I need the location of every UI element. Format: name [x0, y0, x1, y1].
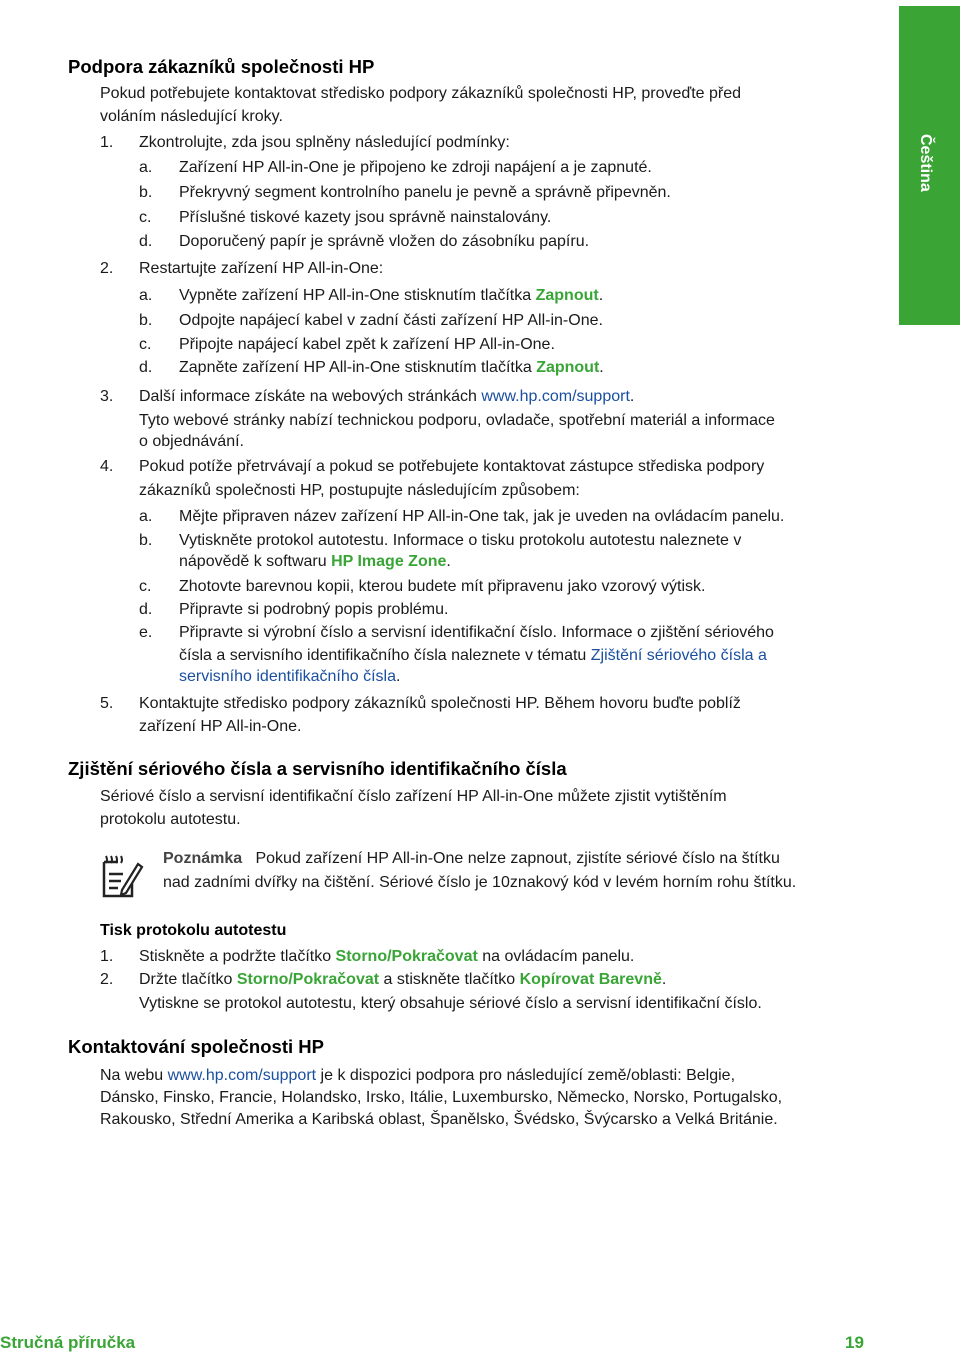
intro-line-1: Pokud potřebujete kontaktovat středisko podpory zákazníků společnosti HP, proveďte před: [100, 85, 742, 102]
text: .: [661, 971, 667, 988]
cancel-resume-button-name: Storno/Pokračovat: [335, 948, 478, 965]
footer-title: Stručná příručka: [0, 1333, 136, 1352]
step-number: 2.: [100, 260, 114, 277]
selftest-step-2-body: Vytiskne se protokol autotestu, který obsahuje sériové číslo a servisní identifikační číslo.: [139, 995, 762, 1012]
language-tab-label: Čeština: [917, 134, 934, 192]
step1-item-d: Doporučený papír je správně vložen do zásobníku papíru.: [179, 233, 590, 250]
step4-item-a: Mějte připraven název zařízení HP All-in-One tak, jak je uveden na ovládacím panelu.: [179, 508, 785, 525]
step1-item-b: Překryvný segment kontrolního panelu je pevně a správně připevněn.: [179, 184, 671, 201]
step1-text: Zkontrolujte, zda jsou splněny následující podmínky:: [139, 134, 510, 151]
step1-item-a: Zařízení HP All-in-One je připojeno ke zdroji napájení a je zapnuté.: [179, 159, 652, 176]
text: Pokud zařízení HP All-in-One nelze zapnout, zjistíte sériové číslo na štítku: [255, 850, 780, 867]
list-letter: c.: [139, 336, 152, 353]
step2-item-a: [179, 285, 603, 307]
text: Stiskněte a podržte tlačítko: [139, 948, 336, 965]
step2-item-d: [179, 357, 604, 379]
section-title-contact: Kontaktování společnosti HP: [68, 1036, 324, 1057]
list-letter: a.: [139, 287, 153, 304]
step4-text-1: Pokud potíže přetrvávají a pokud se potřebujete kontaktovat zástupce střediska podpory: [139, 458, 765, 475]
list-letter: a.: [139, 508, 153, 525]
text: .: [598, 287, 604, 304]
copy-color-button-name: Kopírovat Barevně: [519, 971, 662, 988]
section-title-support: Podpora zákazníků společnosti HP: [68, 56, 375, 77]
list-letter: c.: [139, 578, 152, 595]
section-title-serial: Zjištění sériového čísla a servisního identifikačního čísla: [68, 758, 567, 779]
note-line-2: nad zadními dvířky na čištění. Sériové číslo je 10znakový kód v levém horním rohu štítku.: [163, 874, 797, 891]
step-number: 1.: [100, 948, 114, 965]
serial-intro-2: protokolu autotestu.: [100, 811, 241, 828]
step5-text-2: zařízení HP All-in-One.: [139, 718, 302, 735]
list-letter: c.: [139, 209, 152, 226]
text: .: [629, 388, 635, 405]
text: Na webu: [100, 1067, 168, 1084]
note-pencil-icon: [96, 852, 144, 900]
text: .: [396, 668, 401, 685]
step4-item-c: Zhotovte barevnou kopii, kterou budete mít připravenu jako vzorový výtisk.: [179, 578, 706, 595]
step4-item-b-2: [179, 551, 451, 573]
list-letter: d.: [139, 601, 153, 618]
text: Držte tlačítko: [139, 971, 237, 988]
text: Vypněte zařízení HP All-in-One stisknutím tlačítka: [179, 287, 536, 304]
step-number: 1.: [100, 134, 114, 151]
selftest-step-2: [139, 969, 666, 991]
cancel-resume-button-name: Storno/Pokračovat: [236, 971, 380, 988]
list-letter: b.: [139, 312, 153, 329]
text: čísla a servisního identifikačního čísla naleznete v tématu: [179, 647, 591, 664]
subsection-title-selftest: Tisk protokolu autotestu: [100, 922, 287, 939]
step3-text: [139, 386, 634, 408]
list-letter: d.: [139, 233, 153, 250]
step2-item-b: Odpojte napájecí kabel v zadní části zařízení HP All-in-One.: [179, 312, 603, 329]
text: Další informace získáte na webových stránkách: [139, 388, 482, 405]
step2-item-c: Připojte napájecí kabel zpět k zařízení HP All-in-One.: [179, 336, 555, 353]
support-link[interactable]: www.hp.com/support: [481, 388, 630, 405]
step4-item-e-1: Připravte si výrobní číslo a servisní identifikační číslo. Informace o zjištění sériového: [179, 624, 774, 641]
step4-item-e-2: [179, 645, 767, 667]
support-link[interactable]: www.hp.com/support: [167, 1067, 317, 1084]
language-tab: [899, 6, 960, 325]
step5-text-1: Kontaktujte středisko podpory zákazníků společnosti HP. Během hovoru buďte poblíž: [139, 695, 741, 712]
contact-line-2: Dánsko, Finsko, Francie, Holandsko, Irsko, Itálie, Luxembursko, Německo, Norsko, Portugalsko,: [100, 1089, 783, 1106]
list-letter: a.: [139, 159, 153, 176]
contact-line-1: [100, 1065, 735, 1087]
text: .: [599, 359, 604, 376]
step4-item-b-1: Vytiskněte protokol autotestu. Informace o tisku protokolu autotestu naleznete v: [179, 532, 742, 549]
step-number: 2.: [100, 971, 114, 988]
list-letter: e.: [139, 624, 153, 641]
step3-body-2: o objednávání.: [139, 433, 244, 450]
note-line-1: [163, 848, 780, 870]
step4-item-e-3: [179, 666, 400, 688]
text: a stiskněte tlačítko: [379, 971, 520, 988]
step-number: 3.: [100, 388, 114, 405]
serial-number-link[interactable]: Zjištění sériového čísla a: [590, 647, 767, 664]
page-number: 19: [845, 1333, 864, 1352]
step3-body-1: Tyto webové stránky nabízí technickou podporu, ovladače, spotřební materiál a informace: [139, 412, 775, 429]
serial-intro-1: Sériové číslo a servisní identifikační číslo zařízení HP All-in-One můžete zjistit vytištěním: [100, 788, 727, 805]
list-letter: d.: [139, 359, 153, 376]
step-number: 4.: [100, 458, 114, 475]
text: .: [446, 553, 451, 570]
step-number: 5.: [100, 695, 114, 712]
step1-item-c: Příslušné tiskové kazety jsou správně nainstalovány.: [179, 209, 552, 226]
step4-text-2: zákazníků společnosti HP, postupujte následujícím způsobem:: [139, 482, 580, 499]
text: nápovědě k softwaru: [179, 553, 332, 570]
list-letter: b.: [139, 184, 153, 201]
power-button-name: Zapnout: [536, 359, 600, 376]
text: je k dispozici podpora pro následující země/oblasti: Belgie,: [316, 1067, 736, 1084]
contact-line-3: Rakousko, Střední Amerika a Karibská oblast, Španělsko, Švédsko, Švýcarsko a Velká Británie.: [100, 1111, 778, 1128]
software-name: HP Image Zone: [331, 553, 447, 570]
intro-line-2: voláním následující kroky.: [100, 108, 283, 125]
step4-item-d: Připravte si podrobný popis problému.: [179, 601, 449, 618]
selftest-step-1: [139, 946, 634, 968]
note-label: Poznámka: [163, 850, 243, 867]
list-letter: b.: [139, 532, 153, 549]
power-button-name: Zapnout: [535, 287, 599, 304]
step2-text: Restartujte zařízení HP All-in-One:: [139, 260, 384, 277]
text: Zapněte zařízení HP All-in-One stisknutím tlačítka: [179, 359, 537, 376]
serial-number-link-cont[interactable]: servisního identifikačního čísla: [179, 668, 396, 685]
text: na ovládacím panelu.: [477, 948, 635, 965]
